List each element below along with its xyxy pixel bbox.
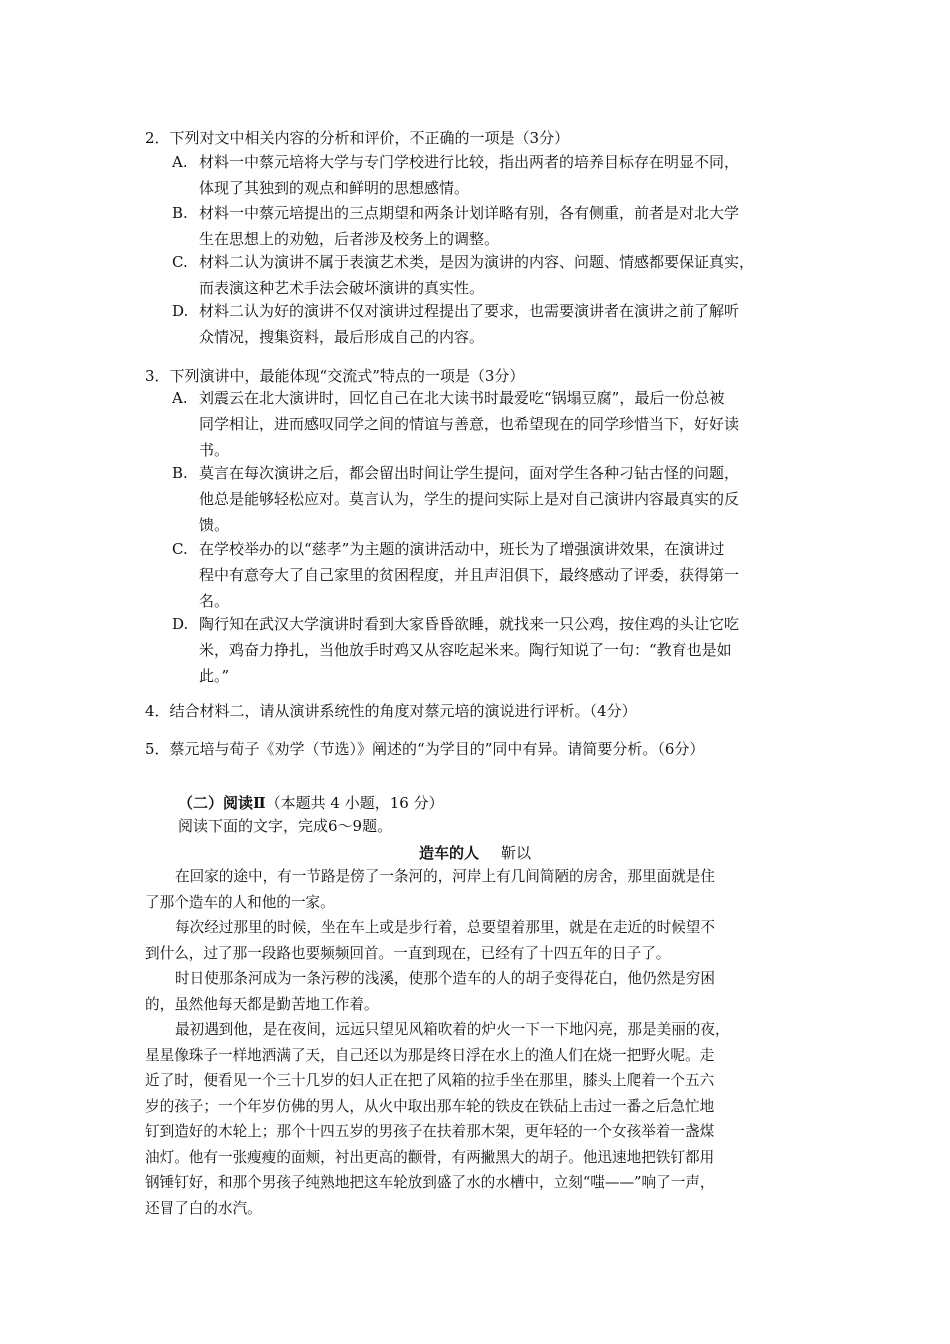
- option-text-line: 米，鸡奋力挣扎，当他放手时鸡又从容吃起米来。陶行知说了一句：“教育也是如: [199, 641, 732, 659]
- option-letter: C.: [172, 253, 188, 271]
- section-instruction: 阅读下面的文字，完成6～9题。: [178, 817, 393, 835]
- option-letter: A.: [172, 389, 188, 407]
- option-letter: B.: [172, 204, 188, 222]
- story-paragraph: [145, 864, 800, 915]
- prose-line: 每次经过那里的时候，坐在车上或是步行着，总要望着那里，就是在走近的时候望不: [175, 919, 715, 936]
- prose-line: 星星像珠子一样地洒满了天，自己还以为那是终日浮在水上的渔人们在烧一把野火呢。走: [145, 1046, 715, 1064]
- option-text-line: 材料一中蔡元培将大学与专门学校进行比较，指出两者的培养目标存在明显不同，: [199, 153, 740, 171]
- option-text-line: 同学相让，进而感叹同学之间的情谊与善意，也希望现在的同学珍惜当下，好好读: [199, 415, 740, 433]
- option-letter: C.: [172, 540, 188, 558]
- prose-line: 在回家的途中，有一节路是傍了一条河的，河岸上有几间简陋的房舍，那里面就是住: [175, 868, 715, 885]
- prose-line: 还冒了白的水汽。: [145, 1199, 262, 1217]
- question-2-option-d: [172, 298, 739, 350]
- story-title: 造车的人: [418, 844, 479, 862]
- prose-line: 岁的孩子；一个年岁仿佛的男人，从火中取出那车轮的铁皮在铁砧上击过一番之后急忙地: [145, 1097, 715, 1115]
- prose-line: 油灯。他有一张瘦瘦的面颊，衬出更高的颧骨，有两撇黑大的胡子。他迅速地把铁钉都用: [145, 1148, 715, 1166]
- prose-line: 钢锤钉好，和那个男孩子纯熟地把这车轮放到盛了水的水槽中，立刻“嗤——”响了一声，: [145, 1174, 715, 1191]
- story-paragraph: [145, 915, 800, 966]
- section-heading: [178, 792, 444, 814]
- option-text-line: 馈。: [199, 516, 230, 534]
- option-text-line: 生在思想上的劝勉，后者涉及校务上的调整。: [199, 230, 500, 248]
- prose-line: 近了时，便看见一个三十几岁的妇人正在把了风箱的拉手坐在那里，膝头上爬着一个五六: [145, 1072, 715, 1089]
- question-2-option-c: [172, 249, 754, 301]
- prose-line: 时日使那条河成为一条污秽的浅溪，使那个造车的人的胡子变得花白，他仍然是穷困: [175, 970, 715, 987]
- question-3-stem: 3．下列演讲中，最能体现“交流式”特点的一项是（3分）: [145, 367, 525, 385]
- option-text-line: 陶行知在武汉大学演讲时看到大家昏昏欲睡，就找来一只公鸡，按住鸡的头让它吃: [199, 615, 740, 633]
- question-2-option-a: [172, 149, 739, 201]
- story-paragraph: [145, 1017, 800, 1221]
- section-note: （本题共 4 小题，16 分）: [265, 794, 444, 812]
- option-text-line: 刘震云在北大演讲时，回忆自己在北大读书时最爱吃“锅塌豆腐”，最后一份总被: [199, 389, 725, 407]
- prose-line: 钉到造好的木轮上；那个十四五岁的男孩子在扶着那木架，更年轻的一个女孩举着一盏煤: [145, 1123, 715, 1140]
- option-text-line: 名。: [199, 592, 230, 610]
- option-text-line: 程中有意夸大了自己家里的贫困程度，并且声泪俱下，最终感动了评委，获得第一: [199, 566, 740, 584]
- option-text-line: 材料二认为好的演讲不仅对演讲过程提出了要求，也需要演讲者在演讲之前了解听: [199, 302, 740, 320]
- option-text-line: 而表演这种艺术手法会破坏演讲的真实性。: [199, 279, 485, 297]
- story-paragraph: [145, 966, 800, 1017]
- option-text-line: 材料一中蔡元培提出的三点期望和两条计划详略有别，各有侧重，前者是对北大学: [199, 204, 740, 222]
- option-letter: A.: [172, 153, 188, 171]
- option-letter: B.: [172, 464, 188, 482]
- option-text-line: 众情况，搜集资料，最后形成自己的内容。: [199, 328, 485, 346]
- option-text-line: 书。: [199, 441, 230, 459]
- question-3-option-d: [172, 611, 739, 689]
- option-text-line: 莫言在每次演讲之后，都会留出时间让学生提问，面对学生各种刁钻古怪的问题，: [199, 464, 740, 482]
- prose-line: 了那个造车的人和他的一家。: [145, 893, 335, 911]
- prose-line: 最初遇到他，是在夜间，远远只望见风箱吹着的炉火一下一下地闪亮，那是美丽的夜，: [175, 1021, 730, 1038]
- question-3-option-b: [172, 460, 739, 538]
- prose-line: 的，虽然他每天都是勤苦地工作着。: [145, 995, 379, 1013]
- option-letter: D.: [172, 302, 189, 320]
- option-text-line: 材料二认为演讲不属于表演艺术类，是因为演讲的内容、问题、情感都要保证真实，: [199, 253, 755, 271]
- prose-line: 到什么，过了那一段路也要频频回首。一直到现在，已经有了十四五年的日子了。: [145, 944, 671, 962]
- option-letter: D.: [172, 615, 189, 633]
- option-text-line: 体现了其独到的观点和鲜明的思想感情。: [199, 179, 470, 197]
- question-3-option-a: [172, 385, 739, 463]
- story-author: 靳以: [501, 844, 532, 862]
- question-5: 5．蔡元培与荀子《劝学（节选）》阐述的“为学目的”同中有异。请简要分析。（6分）: [145, 740, 705, 758]
- story-title-line: [0, 842, 950, 864]
- section-title: （二）阅读Ⅱ: [178, 794, 266, 812]
- option-text-line: 在学校举办的以“慈孝”为主题的演讲活动中，班长为了增强演讲效果，在演讲过: [199, 540, 725, 558]
- question-2-option-b: [172, 200, 739, 252]
- question-3-option-c: [172, 536, 739, 614]
- question-4: 4．结合材料二，请从演讲系统性的角度对蔡元培的演说进行评析。（4分）: [145, 702, 637, 720]
- option-text-line: 他总是能够轻松应对。莫言认为，学生的提问实际上是对自己演讲内容最真实的反: [199, 490, 740, 508]
- option-text-line: 此。”: [199, 667, 230, 685]
- question-2-stem: 2．下列对文中相关内容的分析和评价，不正确的一项是（3分）: [145, 129, 570, 147]
